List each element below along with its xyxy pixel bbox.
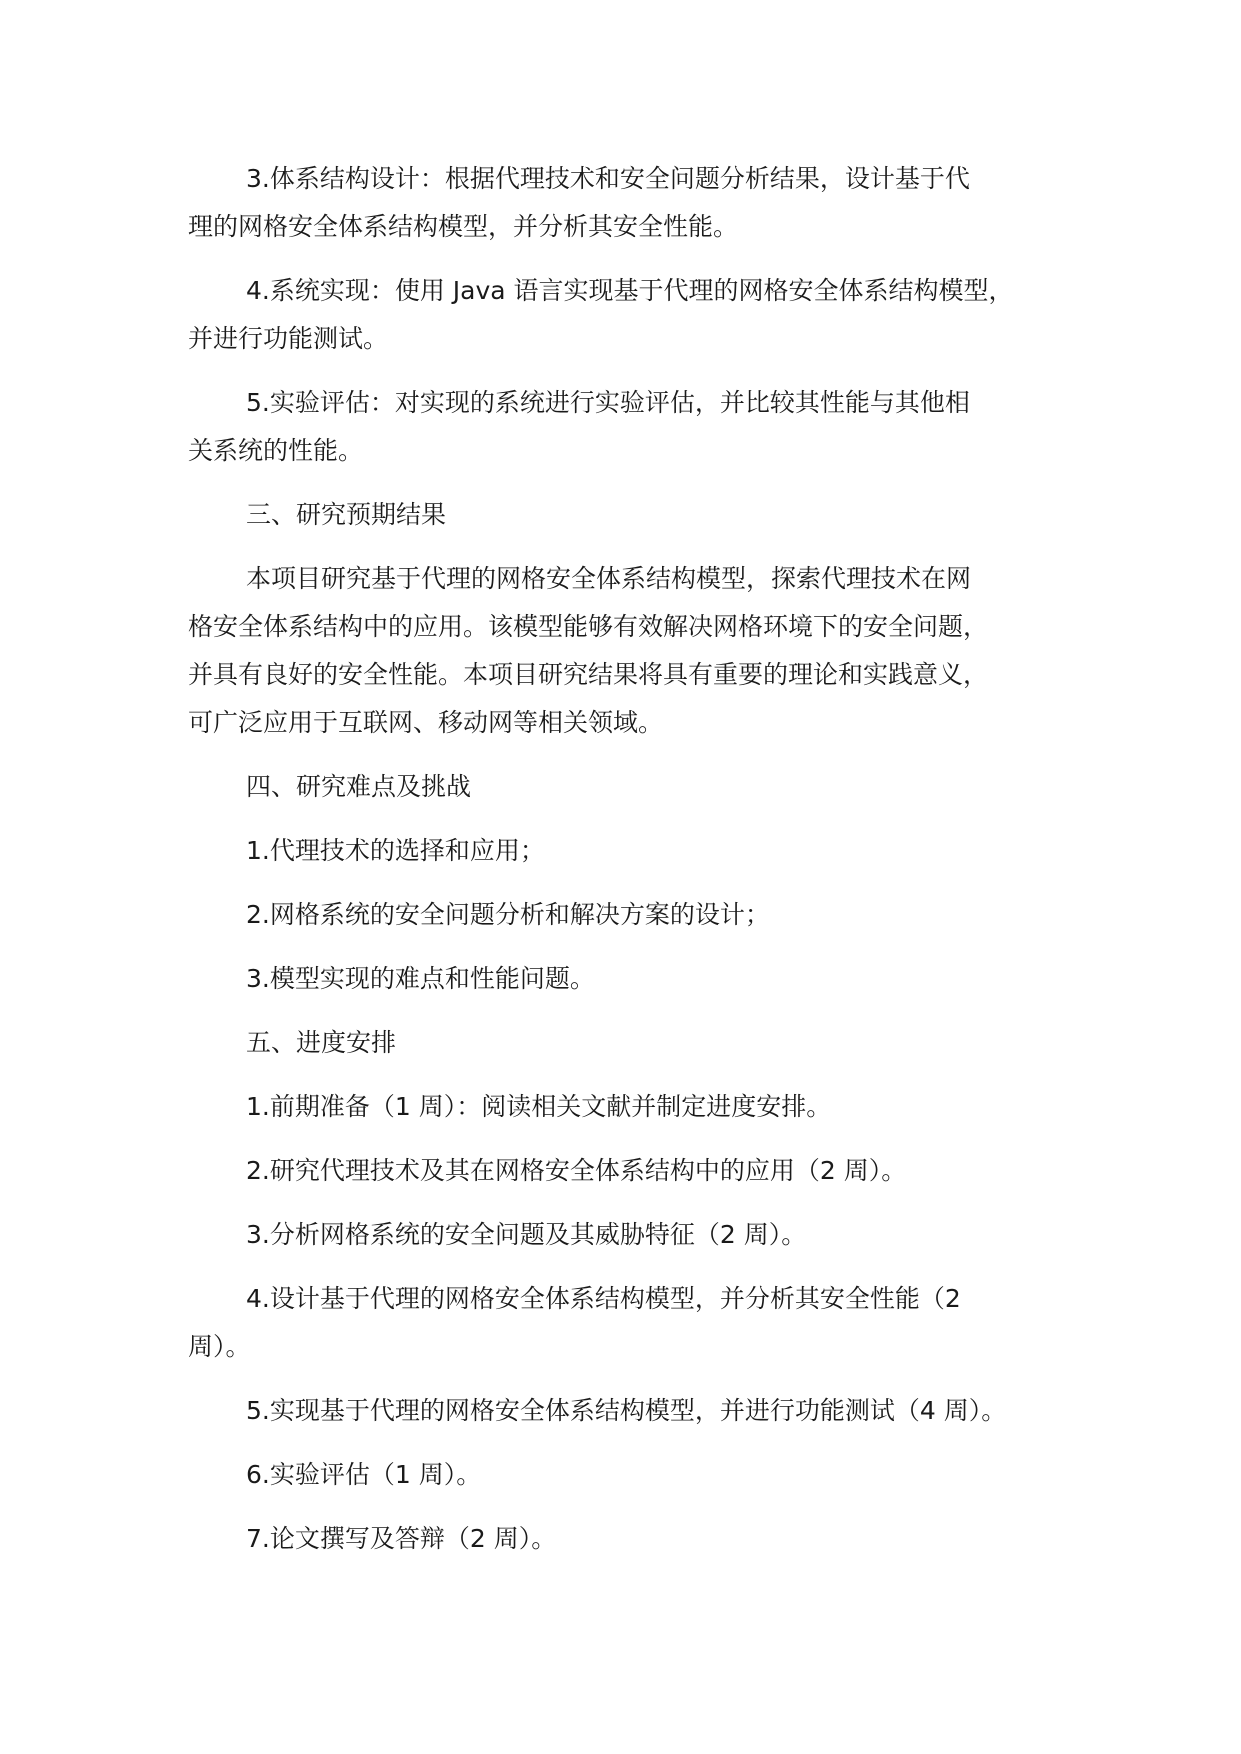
text-line: 可广泛应用于互联网、移动网等相关领域。 <box>188 708 664 737</box>
text-line: 3.体系结构设计：根据代理技术和安全问题分析结果，设计基于代 <box>246 164 970 193</box>
paragraph-system-implementation <box>188 267 1078 363</box>
list-item-schedule-4 <box>188 1275 1078 1371</box>
list-item-schedule-3 <box>188 1211 1078 1259</box>
list-item-schedule-6 <box>188 1451 1078 1499</box>
text-line: 理的网格安全体系结构模型，并分析其安全性能。 <box>188 212 739 241</box>
text-line: 4.设计基于代理的网格安全体系结构模型，并分析其安全性能（2 <box>246 1284 961 1313</box>
text-line: 7.论文撰写及答辩（2 周）。 <box>246 1524 557 1553</box>
text-line: 并进行功能测试。 <box>188 324 389 353</box>
text-line: 4.系统实现：使用 Java 语言实现基于代理的网格安全体系结构模型， <box>246 276 1014 305</box>
text-line: 格安全体系结构中的应用。该模型能够有效解决网格环境下的安全问题， <box>188 612 989 641</box>
text-line: 周）。 <box>188 1332 251 1361</box>
text-line: 2.研究代理技术及其在网格安全体系结构中的应用（2 周）。 <box>246 1156 907 1185</box>
list-item-difficulty-3 <box>188 955 1078 1003</box>
text-line: 3.分析网格系统的安全问题及其威胁特征（2 周）。 <box>246 1220 807 1249</box>
paragraph-architecture-design <box>188 155 1078 251</box>
text-line: 关系统的性能。 <box>188 436 364 465</box>
text-line: 1.前期准备（1 周）：阅读相关文献并制定进度安排。 <box>246 1092 832 1121</box>
paragraph-expected-results <box>188 555 1078 747</box>
list-item-difficulty-2 <box>188 891 1078 939</box>
text-line: 本项目研究基于代理的网格安全体系结构模型，探索代理技术在网 <box>246 564 972 593</box>
paragraph-experimental-evaluation <box>188 379 1078 475</box>
section-heading-difficulties <box>188 763 1078 811</box>
section-heading-schedule <box>188 1019 1078 1067</box>
text-line: 5.实现基于代理的网格安全体系结构模型，并进行功能测试（4 周）。 <box>246 1396 1007 1425</box>
list-item-schedule-5 <box>188 1387 1078 1435</box>
text-line: 5.实验评估：对实现的系统进行实验评估，并比较其性能与其他相 <box>246 388 970 417</box>
list-item-schedule-2 <box>188 1147 1078 1195</box>
document-body <box>188 155 1078 1579</box>
text-line: 2.网格系统的安全问题分析和解决方案的设计； <box>246 900 770 929</box>
text-line: 并具有良好的安全性能。本项目研究结果将具有重要的理论和实践意义， <box>188 660 989 689</box>
text-line: 3.模型实现的难点和性能问题。 <box>246 964 595 993</box>
heading-text: 五、进度安排 <box>246 1028 397 1057</box>
list-item-schedule-1 <box>188 1083 1078 1131</box>
section-heading-expected-results <box>188 491 1078 539</box>
text-line: 1.代理技术的选择和应用； <box>246 836 545 865</box>
text-line: 6.实验评估（1 周）。 <box>246 1460 482 1489</box>
heading-text: 三、研究预期结果 <box>246 500 447 529</box>
heading-text: 四、研究难点及挑战 <box>246 772 472 801</box>
list-item-difficulty-1 <box>188 827 1078 875</box>
list-item-schedule-7 <box>188 1515 1078 1563</box>
